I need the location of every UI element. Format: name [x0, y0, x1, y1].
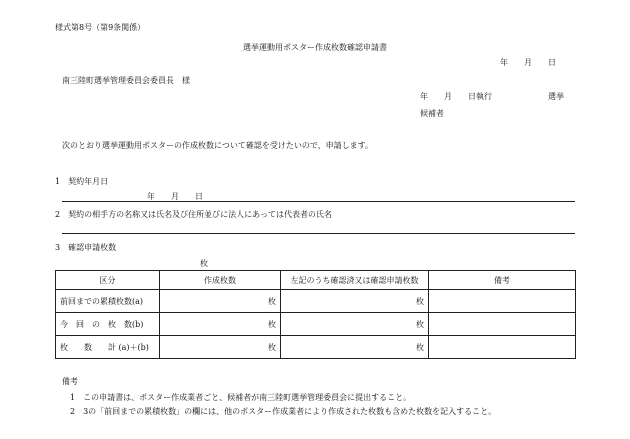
notes-heading: 備考 — [62, 377, 78, 386]
remarks-cell[interactable] — [429, 290, 576, 313]
contractor-underline — [62, 233, 575, 234]
table-row — [56, 290, 576, 313]
header-remarks: 備考 — [429, 271, 576, 290]
row-label: 枚 数 計 (a)＋(b) — [56, 336, 160, 359]
note-item: 1 この申請書は、ポスター作成業者ごと、候補者が南三陸町選挙管理委員会に提出すること。 — [70, 393, 412, 402]
row-label: 前回までの累積枚数(a) — [56, 290, 160, 313]
contract-date-underline — [62, 201, 575, 202]
header-created-count: 作成枚数 — [160, 271, 281, 290]
election-date-line: 年 月 日執行 選挙 — [420, 92, 564, 101]
candidate-label: 候補者 — [420, 109, 444, 118]
header-category: 区分 — [56, 271, 160, 290]
addressee: 南三陸町選挙管理委員会委員長 様 — [62, 76, 190, 85]
section-1-heading: 1 契約年月日 — [55, 177, 109, 186]
created-count-cell[interactable]: 枚 — [160, 336, 281, 359]
contract-date-line: 年 月 日 — [147, 192, 203, 201]
confirmed-count-cell[interactable]: 枚 — [281, 336, 429, 359]
remarks-cell[interactable] — [429, 313, 576, 336]
confirmed-count-cell[interactable]: 枚 — [281, 313, 429, 336]
confirmed-count-cell[interactable]: 枚 — [281, 290, 429, 313]
table-row — [56, 336, 576, 359]
count-unit-label: 枚 — [200, 259, 208, 268]
section-2-heading: 2 契約の相手方の名称又は氏名及び住所並びに法人にあっては代表者の氏名 — [55, 210, 333, 219]
note-item: 2 3の「前回までの累積枚数」の欄には、他のポスター作成業者により作成された枚数も含めた枚数を記入すること。 — [70, 407, 497, 416]
table-header-row — [56, 271, 576, 290]
submission-date: 年 月 日 — [500, 58, 556, 67]
created-count-cell[interactable]: 枚 — [160, 313, 281, 336]
section-3-heading: 3 確認申請枚数 — [55, 243, 117, 252]
document-title: 選挙運動用ポスター作成枚数確認申請書 — [243, 43, 387, 52]
form-number: 様式第8号（第9条関係） — [55, 23, 146, 32]
intro-text: 次のとおり選挙運動用ポスターの作成枚数について確認を受けたいので、申請します。 — [62, 141, 374, 150]
remarks-cell[interactable] — [429, 336, 576, 359]
row-label: 今 回 の 枚 数(b) — [56, 313, 160, 336]
table-row — [56, 313, 576, 336]
request-count-table — [55, 270, 576, 359]
created-count-cell[interactable]: 枚 — [160, 290, 281, 313]
header-confirmed-count: 左記のうち確認済又は確認申請枚数 — [281, 271, 429, 290]
